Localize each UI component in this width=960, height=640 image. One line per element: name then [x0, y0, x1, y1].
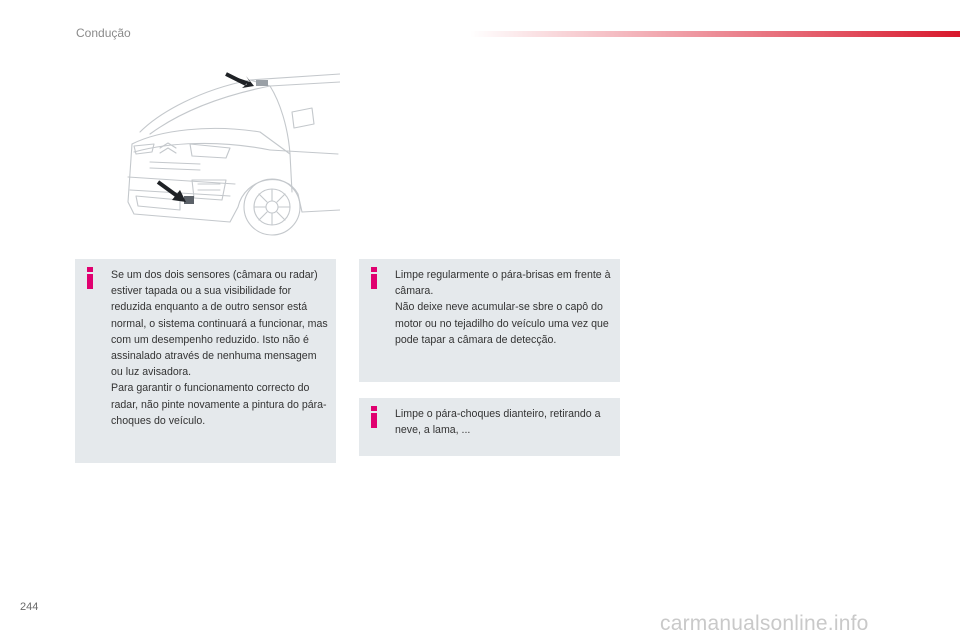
info-icon [369, 267, 379, 289]
note-sensors-paragraph: Se um dos dois sensores (câmara ou radar) estiver tapada ou a sua visibilidade for reduzida enquanto a de outro sensor está normal, o sistema continuará a funcionar, mas com um desempenho reduzido. Isto não é assinalado através de nenhuma mensagem ou luz avisadora. [111, 269, 328, 379]
header-accent-bar [470, 31, 960, 37]
info-icon [369, 406, 379, 428]
note-sensors [75, 259, 336, 463]
note-windscreen-paragraph: Limpe regularmente o pára-brisas em frente à câmara. [395, 269, 611, 298]
note-bumper-paragraph: Limpe o pára-choques dianteiro, retirando a neve, a lama, ... [395, 408, 601, 437]
page-number: 244 [20, 601, 39, 613]
watermark: carmanualsonline.info [660, 612, 869, 635]
section-title: Condução [76, 26, 131, 40]
note-windscreen-paragraph: Não deixe neve acumular-se sbre o capô do motor ou no tejadilho do veículo uma vez que pode tapar a câmara de detecção. [395, 301, 609, 346]
info-icon [85, 267, 95, 289]
note-sensors-paragraph: Para garantir o funcionamento correcto do radar, não pinte novamente a pintura do pára-choques do veículo. [111, 382, 327, 427]
note-windscreen [359, 259, 620, 382]
vehicle-sensor-illustration [120, 72, 340, 247]
note-bumper [359, 398, 620, 456]
